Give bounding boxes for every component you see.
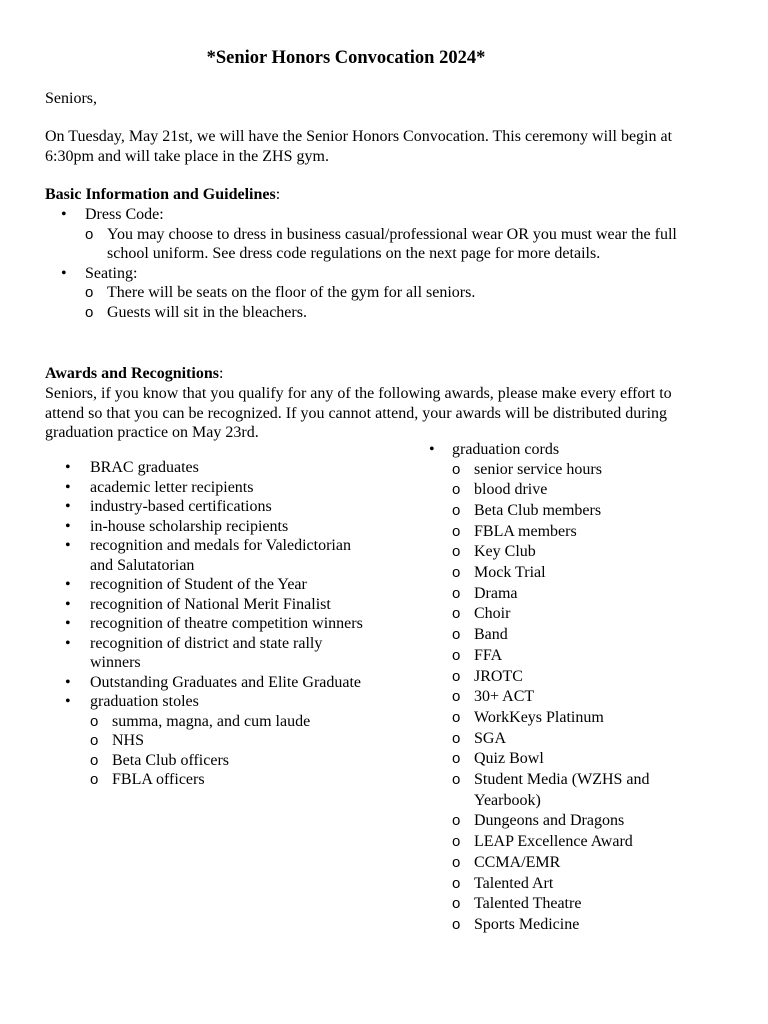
list-subitem: o Choir bbox=[452, 604, 719, 625]
list-subitem: o Talented Art bbox=[452, 874, 719, 895]
list-subitem: o WorkKeys Platinum bbox=[452, 708, 719, 729]
list-item bbox=[429, 440, 719, 936]
list-item bbox=[45, 264, 705, 323]
list-item: • recognition of district and state rally winners bbox=[45, 634, 375, 673]
awards-right-column bbox=[429, 440, 719, 936]
list-subitem: o Beta Club members bbox=[452, 501, 719, 522]
stoles-label: graduation stoles bbox=[90, 693, 199, 710]
list-item: • recognition of Student of the Year bbox=[45, 575, 375, 595]
basic-info-heading-text: Basic Information and Guidelines bbox=[45, 186, 276, 203]
awards-intro: Seniors, if you know that you qualify for any of the following awards, please make every effort to attend so that you can be recognized. If you cannot attend, your awards will be distributed during graduation practice on May 23rd. bbox=[45, 385, 672, 441]
list-item: • recognition of theatre competition winners bbox=[45, 614, 375, 634]
list-subitem: o LEAP Excellence Award bbox=[452, 832, 719, 853]
list-subitem: o Quiz Bowl bbox=[452, 749, 719, 770]
list-subitem: o JROTC bbox=[452, 667, 719, 688]
list-subitem: o Drama bbox=[452, 584, 719, 605]
list-subitem: o Sports Medicine bbox=[452, 915, 719, 936]
list-subitem: o 30+ ACT bbox=[452, 687, 719, 708]
list-item: • industry-based certifications bbox=[45, 497, 375, 517]
list-item bbox=[45, 692, 375, 790]
list-subitem: o There will be seats on the floor of the gym for all seniors. bbox=[85, 283, 705, 303]
list-subitem: o CCMA/EMR bbox=[452, 853, 719, 874]
list-subitem: o Beta Club officers bbox=[90, 751, 375, 771]
list-subitem: o Guests will sit in the bleachers. bbox=[85, 303, 705, 323]
list-subitem: o Talented Theatre bbox=[452, 894, 719, 915]
list-subitem: o Student Media (WZHS and Yearbook) bbox=[452, 770, 719, 811]
list-subitem: o senior service hours bbox=[452, 460, 719, 481]
list-subitem: o NHS bbox=[90, 731, 375, 751]
basic-info-heading bbox=[45, 185, 280, 205]
list-subitem: o SGA bbox=[452, 729, 719, 750]
awards-left-column bbox=[45, 458, 375, 790]
list-subitem: o blood drive bbox=[452, 480, 719, 501]
list-item: • BRAC graduates bbox=[45, 458, 375, 478]
cords-label: graduation cords bbox=[452, 441, 560, 458]
dress-code-label: Dress Code: bbox=[85, 206, 164, 223]
list-subitem: o summa, magna, and cum laude bbox=[90, 712, 375, 732]
list-subitem: o FBLA officers bbox=[90, 770, 375, 790]
basic-info-heading-colon: : bbox=[275, 186, 281, 203]
list-subitem: o You may choose to dress in business casual/professional wear OR you must wear the full school uniform. See dress code regulations on the next page for more details. bbox=[85, 225, 705, 264]
list-item: • academic letter recipients bbox=[45, 478, 375, 498]
list-item bbox=[45, 205, 705, 264]
list-subitem: o Mock Trial bbox=[452, 563, 719, 584]
awards-heading-text: Awards and Recognitions bbox=[45, 365, 219, 382]
page-title: *Senior Honors Convocation 2024* bbox=[206, 48, 486, 68]
awards-heading-colon: : bbox=[218, 365, 224, 382]
list-subitem: o FBLA members bbox=[452, 522, 719, 543]
list-item: • recognition and medals for Valedictorian and Salutatorian bbox=[45, 536, 375, 575]
list-item: • in-house scholarship recipients bbox=[45, 517, 375, 537]
basic-info-list bbox=[45, 205, 705, 322]
list-item: • recognition of National Merit Finalist bbox=[45, 595, 375, 615]
seating-label: Seating: bbox=[85, 264, 138, 282]
intro-paragraph: On Tuesday, May 21st, we will have the Senior Honors Convocation. This ceremony will begin at 6:30pm and will take place in the ZHS gym. bbox=[45, 128, 673, 165]
list-subitem: o FFA bbox=[452, 646, 719, 667]
list-subitem: o Band bbox=[452, 625, 719, 646]
awards-heading bbox=[45, 364, 223, 384]
greeting: Seniors, bbox=[45, 90, 97, 107]
list-item: • Outstanding Graduates and Elite Graduate bbox=[45, 673, 375, 693]
list-subitem: o Key Club bbox=[452, 542, 719, 563]
list-subitem: o Dungeons and Dragons bbox=[452, 811, 719, 832]
